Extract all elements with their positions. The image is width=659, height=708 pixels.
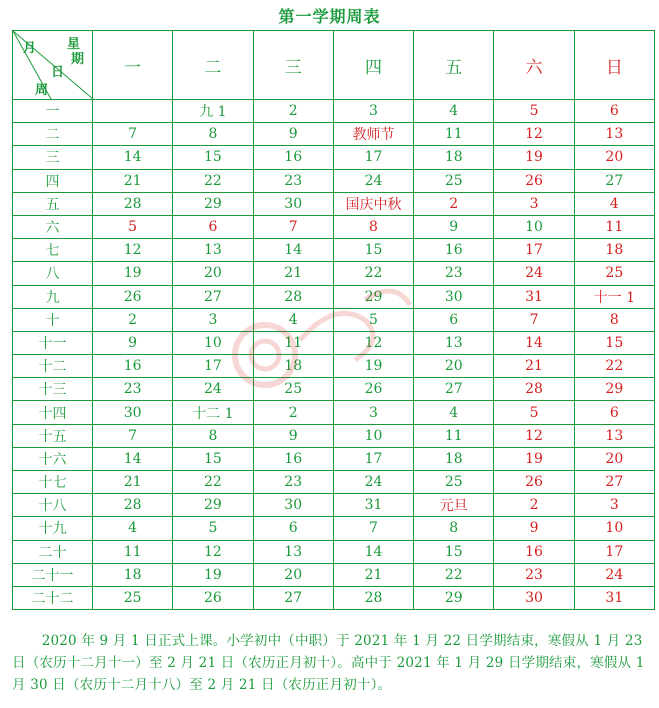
date-cell: 5 [333, 308, 413, 331]
week-number-cell: 十六 [13, 447, 93, 470]
week-row [13, 169, 655, 192]
date-cell: 25 [93, 586, 173, 609]
date-cell: 22 [574, 355, 654, 378]
date-cell: 11 [414, 123, 494, 146]
corner-qi-label: 期 [71, 52, 85, 67]
week-number-cell: 五 [13, 192, 93, 215]
week-number-cell: 一 [13, 100, 93, 123]
date-cell: 9 [494, 517, 574, 540]
date-cell: 21 [494, 355, 574, 378]
date-cell: 11 [93, 540, 173, 563]
week-number-cell: 二 [13, 123, 93, 146]
date-cell: 16 [93, 355, 173, 378]
date-cell: 16 [494, 540, 574, 563]
date-cell: 30 [494, 586, 574, 609]
date-cell: 2 [414, 192, 494, 215]
date-cell: 5 [173, 517, 253, 540]
date-cell: 29 [173, 494, 253, 517]
date-cell: 7 [93, 123, 173, 146]
date-cell: 十一 1 [574, 285, 654, 308]
date-cell: 4 [414, 401, 494, 424]
date-cell: 28 [494, 378, 574, 401]
date-cell: 25 [414, 471, 494, 494]
date-cell: 28 [333, 586, 413, 609]
date-cell: 元旦 [414, 494, 494, 517]
date-cell: 19 [93, 262, 173, 285]
date-cell: 4 [414, 100, 494, 123]
date-cell: 9 [253, 123, 333, 146]
week-number-cell: 十四 [13, 401, 93, 424]
date-cell: 9 [93, 331, 173, 354]
date-cell: 10 [173, 331, 253, 354]
week-number-cell: 四 [13, 169, 93, 192]
date-cell: 12 [494, 123, 574, 146]
weekday-header: 三 [253, 31, 333, 100]
week-number-cell: 十五 [13, 424, 93, 447]
date-cell: 3 [333, 100, 413, 123]
date-cell: 22 [333, 262, 413, 285]
week-number-cell: 二十一 [13, 563, 93, 586]
date-cell [93, 100, 173, 123]
date-cell: 28 [253, 285, 333, 308]
week-number-cell: 十九 [13, 517, 93, 540]
date-cell: 9 [414, 215, 494, 238]
date-cell: 21 [93, 169, 173, 192]
date-cell: 24 [333, 169, 413, 192]
date-cell: 15 [173, 146, 253, 169]
date-cell: 8 [574, 308, 654, 331]
week-number-cell: 十 [13, 308, 93, 331]
week-number-cell: 七 [13, 239, 93, 262]
date-cell: 3 [574, 494, 654, 517]
corner-day-label: 日 [51, 65, 65, 80]
date-cell: 27 [574, 471, 654, 494]
date-cell: 23 [414, 262, 494, 285]
week-number-cell: 十八 [13, 494, 93, 517]
weekday-header: 二 [173, 31, 253, 100]
date-cell: 8 [333, 215, 413, 238]
date-cell: 16 [253, 447, 333, 470]
date-cell: 7 [494, 308, 574, 331]
date-cell: 16 [253, 146, 333, 169]
date-cell: 3 [333, 401, 413, 424]
date-cell: 18 [414, 146, 494, 169]
date-cell: 10 [574, 517, 654, 540]
date-cell: 30 [93, 401, 173, 424]
date-cell: 2 [93, 308, 173, 331]
date-cell: 国庆中秋 [333, 192, 413, 215]
date-cell: 14 [494, 331, 574, 354]
date-cell: 24 [574, 563, 654, 586]
date-cell: 25 [253, 378, 333, 401]
date-cell: 17 [494, 239, 574, 262]
date-cell: 6 [574, 401, 654, 424]
header-row [13, 31, 655, 100]
date-cell: 26 [494, 169, 574, 192]
date-cell: 31 [574, 586, 654, 609]
week-row [13, 447, 655, 470]
date-cell: 23 [253, 471, 333, 494]
week-row [13, 540, 655, 563]
date-cell: 13 [574, 123, 654, 146]
corner-month-label: 月 [23, 41, 37, 56]
date-cell: 29 [333, 285, 413, 308]
week-number-cell: 二十二 [13, 586, 93, 609]
date-cell: 20 [574, 146, 654, 169]
week-number-cell: 三 [13, 146, 93, 169]
week-number-cell: 八 [13, 262, 93, 285]
date-cell: 17 [574, 540, 654, 563]
date-cell: 18 [574, 239, 654, 262]
date-cell: 12 [93, 239, 173, 262]
date-cell: 20 [414, 355, 494, 378]
date-cell: 11 [253, 331, 333, 354]
week-row [13, 471, 655, 494]
week-number-cell: 十一 [13, 331, 93, 354]
corner-week-label: 周 [35, 83, 49, 98]
date-cell: 5 [494, 401, 574, 424]
date-cell: 27 [173, 285, 253, 308]
date-cell: 21 [253, 262, 333, 285]
date-cell: 22 [173, 471, 253, 494]
date-cell: 31 [333, 494, 413, 517]
weekday-header: 一 [93, 31, 173, 100]
date-cell: 24 [494, 262, 574, 285]
week-row [13, 215, 655, 238]
date-cell: 13 [414, 331, 494, 354]
week-row [13, 123, 655, 146]
date-cell: 25 [574, 262, 654, 285]
week-number-cell: 十二 [13, 355, 93, 378]
date-cell: 23 [93, 378, 173, 401]
date-cell: 2 [253, 401, 333, 424]
date-cell: 19 [494, 146, 574, 169]
date-cell: 26 [333, 378, 413, 401]
date-cell: 24 [173, 378, 253, 401]
date-cell: 26 [93, 285, 173, 308]
date-cell: 6 [414, 308, 494, 331]
date-cell: 9 [253, 424, 333, 447]
date-cell: 19 [173, 563, 253, 586]
date-cell: 26 [173, 586, 253, 609]
date-cell: 10 [333, 424, 413, 447]
date-cell: 23 [253, 169, 333, 192]
date-cell: 18 [93, 563, 173, 586]
week-row [13, 146, 655, 169]
date-cell: 6 [253, 517, 333, 540]
date-cell: 12 [333, 331, 413, 354]
date-cell: 27 [574, 169, 654, 192]
date-cell: 26 [494, 471, 574, 494]
date-cell: 15 [333, 239, 413, 262]
date-cell: 24 [333, 471, 413, 494]
week-row [13, 517, 655, 540]
date-cell: 4 [253, 308, 333, 331]
date-cell: 17 [333, 146, 413, 169]
date-cell: 18 [253, 355, 333, 378]
week-row [13, 563, 655, 586]
page-title: 第一学期周表 [278, 7, 381, 26]
date-cell: 28 [93, 494, 173, 517]
date-cell: 27 [253, 586, 333, 609]
week-row [13, 424, 655, 447]
date-cell: 4 [93, 517, 173, 540]
date-cell: 22 [414, 563, 494, 586]
week-row [13, 192, 655, 215]
date-cell: 29 [414, 586, 494, 609]
date-cell: 7 [253, 215, 333, 238]
date-cell: 17 [333, 447, 413, 470]
date-cell: 11 [414, 424, 494, 447]
date-cell: 21 [93, 471, 173, 494]
date-cell: 17 [173, 355, 253, 378]
date-cell: 31 [494, 285, 574, 308]
date-cell: 14 [93, 146, 173, 169]
weekday-header: 日 [574, 31, 654, 100]
date-cell: 教师节 [333, 123, 413, 146]
week-number-cell: 六 [13, 215, 93, 238]
date-cell: 13 [253, 540, 333, 563]
date-cell: 21 [333, 563, 413, 586]
date-cell: 7 [333, 517, 413, 540]
date-cell: 15 [173, 447, 253, 470]
date-cell: 3 [494, 192, 574, 215]
date-cell: 九 1 [173, 100, 253, 123]
date-cell: 25 [414, 169, 494, 192]
date-cell: 27 [414, 378, 494, 401]
date-cell: 19 [333, 355, 413, 378]
date-cell: 18 [414, 447, 494, 470]
week-row [13, 586, 655, 609]
date-cell: 14 [253, 239, 333, 262]
date-cell: 10 [494, 215, 574, 238]
date-cell: 6 [574, 100, 654, 123]
date-cell: 11 [574, 215, 654, 238]
week-number-cell: 九 [13, 285, 93, 308]
week-number-cell: 十三 [13, 378, 93, 401]
date-cell: 14 [93, 447, 173, 470]
date-cell: 8 [173, 123, 253, 146]
date-cell: 4 [574, 192, 654, 215]
date-cell: 29 [173, 192, 253, 215]
date-cell: 3 [173, 308, 253, 331]
corner-header-cell [13, 31, 93, 100]
date-cell: 29 [574, 378, 654, 401]
date-cell: 20 [173, 262, 253, 285]
date-cell: 15 [414, 540, 494, 563]
weekday-header: 五 [414, 31, 494, 100]
week-row [13, 494, 655, 517]
date-cell: 15 [574, 331, 654, 354]
date-cell: 20 [574, 447, 654, 470]
weekday-header: 六 [494, 31, 574, 100]
semester-note: 2020 年 9 月 1 日正式上课。小学初中（中职）于 2021 年 1 月 22 日学期结束，寒假从 1 月 23 日（农历十二月十一）至 2 月 21 日（农历正月初十）。高中于 2021 年 1 月 29 日学期结束，寒假从 1 月 30 日（农历十二月十八）至 2 月 21 日（农历正月初十）。 [12, 633, 645, 693]
date-cell: 5 [494, 100, 574, 123]
date-cell: 14 [333, 540, 413, 563]
weekday-header: 四 [333, 31, 413, 100]
date-cell: 2 [253, 100, 333, 123]
date-cell: 13 [574, 424, 654, 447]
date-cell: 20 [253, 563, 333, 586]
week-number-cell: 十七 [13, 471, 93, 494]
date-cell: 12 [173, 540, 253, 563]
date-cell: 6 [173, 215, 253, 238]
date-cell: 8 [173, 424, 253, 447]
date-cell: 7 [93, 424, 173, 447]
date-cell: 23 [494, 563, 574, 586]
date-cell: 19 [494, 447, 574, 470]
date-cell: 22 [173, 169, 253, 192]
watermark-logo [215, 260, 415, 420]
date-cell: 16 [414, 239, 494, 262]
date-cell: 2 [494, 494, 574, 517]
date-cell: 12 [494, 424, 574, 447]
date-cell: 30 [253, 494, 333, 517]
week-row [13, 100, 655, 123]
date-cell: 5 [93, 215, 173, 238]
date-cell: 30 [253, 192, 333, 215]
date-cell: 30 [414, 285, 494, 308]
corner-xing-label: 星 [67, 37, 81, 52]
date-cell: 13 [173, 239, 253, 262]
week-row [13, 239, 655, 262]
week-number-cell: 二十 [13, 540, 93, 563]
date-cell: 十二 1 [173, 401, 253, 424]
date-cell: 8 [414, 517, 494, 540]
date-cell: 28 [93, 192, 173, 215]
